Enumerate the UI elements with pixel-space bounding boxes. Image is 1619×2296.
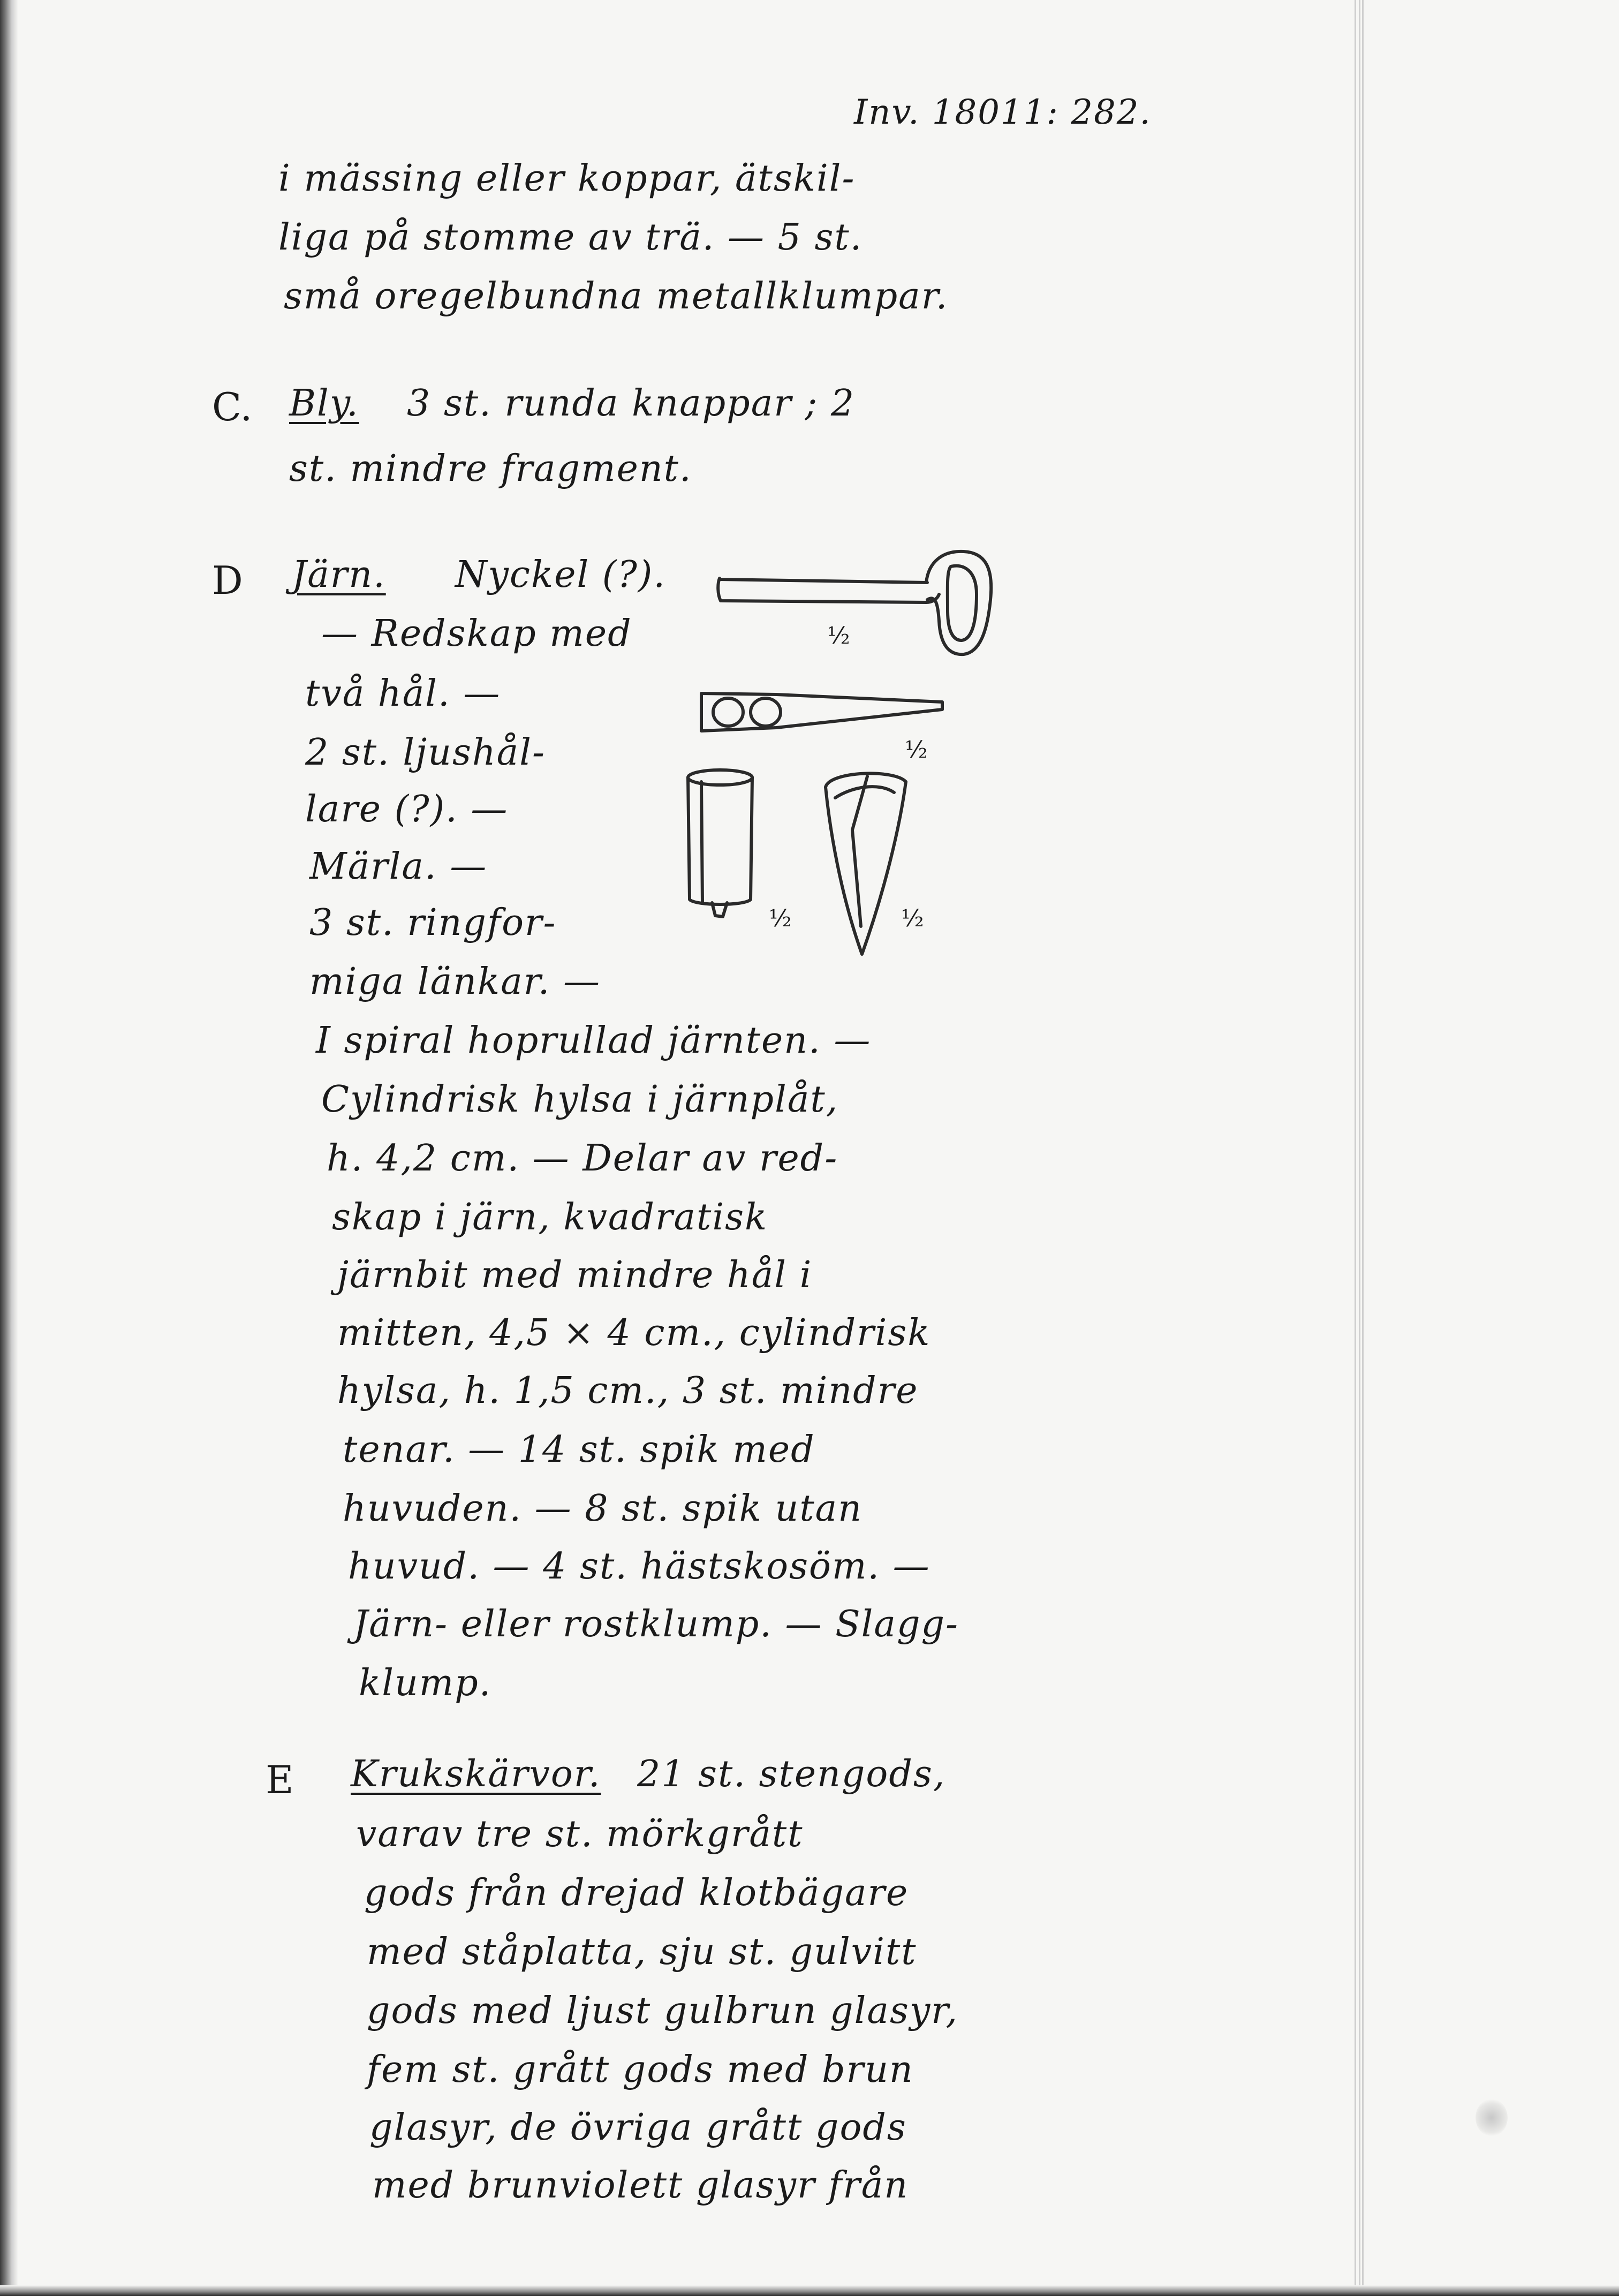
section-e-line: gods från drejad klotbägare (364, 1872, 909, 1914)
section-c-heading: Bly. (289, 382, 359, 425)
section-e-heading: Krukskärvor. (351, 1753, 601, 1795)
section-c-letter: C. (212, 384, 253, 429)
section-d-line: 2 st. ljushål- (305, 731, 546, 774)
section-d-line: miga länkar. — (309, 961, 601, 1003)
section-d-line: huvuden. — 8 st. spik utan (343, 1487, 863, 1530)
inventory-reference: Inv. 18011: 282. (854, 93, 1152, 132)
page-binding-shadow (0, 0, 18, 2296)
section-e-line: 21 st. stengods, (637, 1753, 946, 1795)
section-d-line: mitten, 4,5 × 4 cm., cylindrisk (337, 1312, 931, 1354)
section-e-line: med ståplatta, sju st. gulvitt (367, 1931, 917, 1973)
section-e-line: varav tre st. mörkgrått (356, 1813, 804, 1855)
page-bottom-shadow (0, 2285, 1619, 2296)
section-d-line: tenar. — 14 st. spik med (343, 1429, 815, 1471)
section-d-line: Märla. — (309, 845, 488, 888)
key-sketch (712, 541, 996, 664)
section-d-heading: Järn. (292, 554, 386, 596)
scale-label: ½ (827, 622, 850, 649)
section-d-line: huvud. — 4 st. hästskosöm. — (348, 1545, 930, 1588)
section-d-line: järnbit med mindre hål i (337, 1254, 813, 1296)
intro-line: små oregelbundna metallklumpar. (284, 275, 949, 318)
section-d-line: klump. (359, 1662, 492, 1704)
scale-label: ½ (901, 905, 924, 932)
section-e-line: med brunviolett glasyr från (372, 2164, 909, 2207)
pointed-holder-sketch (819, 766, 916, 964)
intro-line: i mässing eller koppar, ätskil- (278, 157, 856, 200)
section-e-line: gods med ljust gulbrun glasyr, (367, 1990, 958, 2032)
section-d-line: lare (?). — (305, 788, 509, 830)
section-d-line: Cylindrisk hylsa i järnplåt, (321, 1078, 839, 1121)
section-d-line: hylsa, h. 1,5 cm., 3 st. mindre (337, 1370, 919, 1412)
section-d-line: h. 4,2 cm. — Delar av red- (327, 1137, 838, 1180)
section-d-line: två hål. — (305, 673, 501, 715)
section-d-letter: D (212, 558, 243, 603)
section-e-letter: E (266, 1757, 294, 1802)
section-d-line: skap i järn, kvadratisk (332, 1196, 768, 1238)
page-edge-lines (1335, 0, 1619, 2296)
scale-label: ½ (769, 905, 792, 932)
scale-label: ½ (905, 736, 928, 764)
intro-line: liga på stomme av trä. — 5 st. (278, 216, 863, 259)
section-e-line: fem st. grått gods med brun (367, 2049, 914, 2091)
two-hole-tool-sketch (696, 683, 948, 736)
section-e-line: glasyr, de övriga grått gods (369, 2106, 907, 2149)
section-d-line: 3 st. ringfor- (309, 902, 557, 944)
paper-stain (1476, 2099, 1508, 2136)
section-c-line: 3 st. runda knappar ; 2 (407, 382, 856, 425)
section-c-line: st. mindre fragment. (289, 448, 692, 490)
section-d-line: — Redskap med (321, 613, 632, 655)
section-d-line: Nyckel (?). (455, 554, 666, 596)
cylindrical-holder-sketch (680, 766, 766, 926)
section-d-line: I spiral hoprullad järnten. — (316, 1019, 872, 1062)
section-d-line: Järn- eller rostklump. — Slagg- (353, 1603, 959, 1645)
